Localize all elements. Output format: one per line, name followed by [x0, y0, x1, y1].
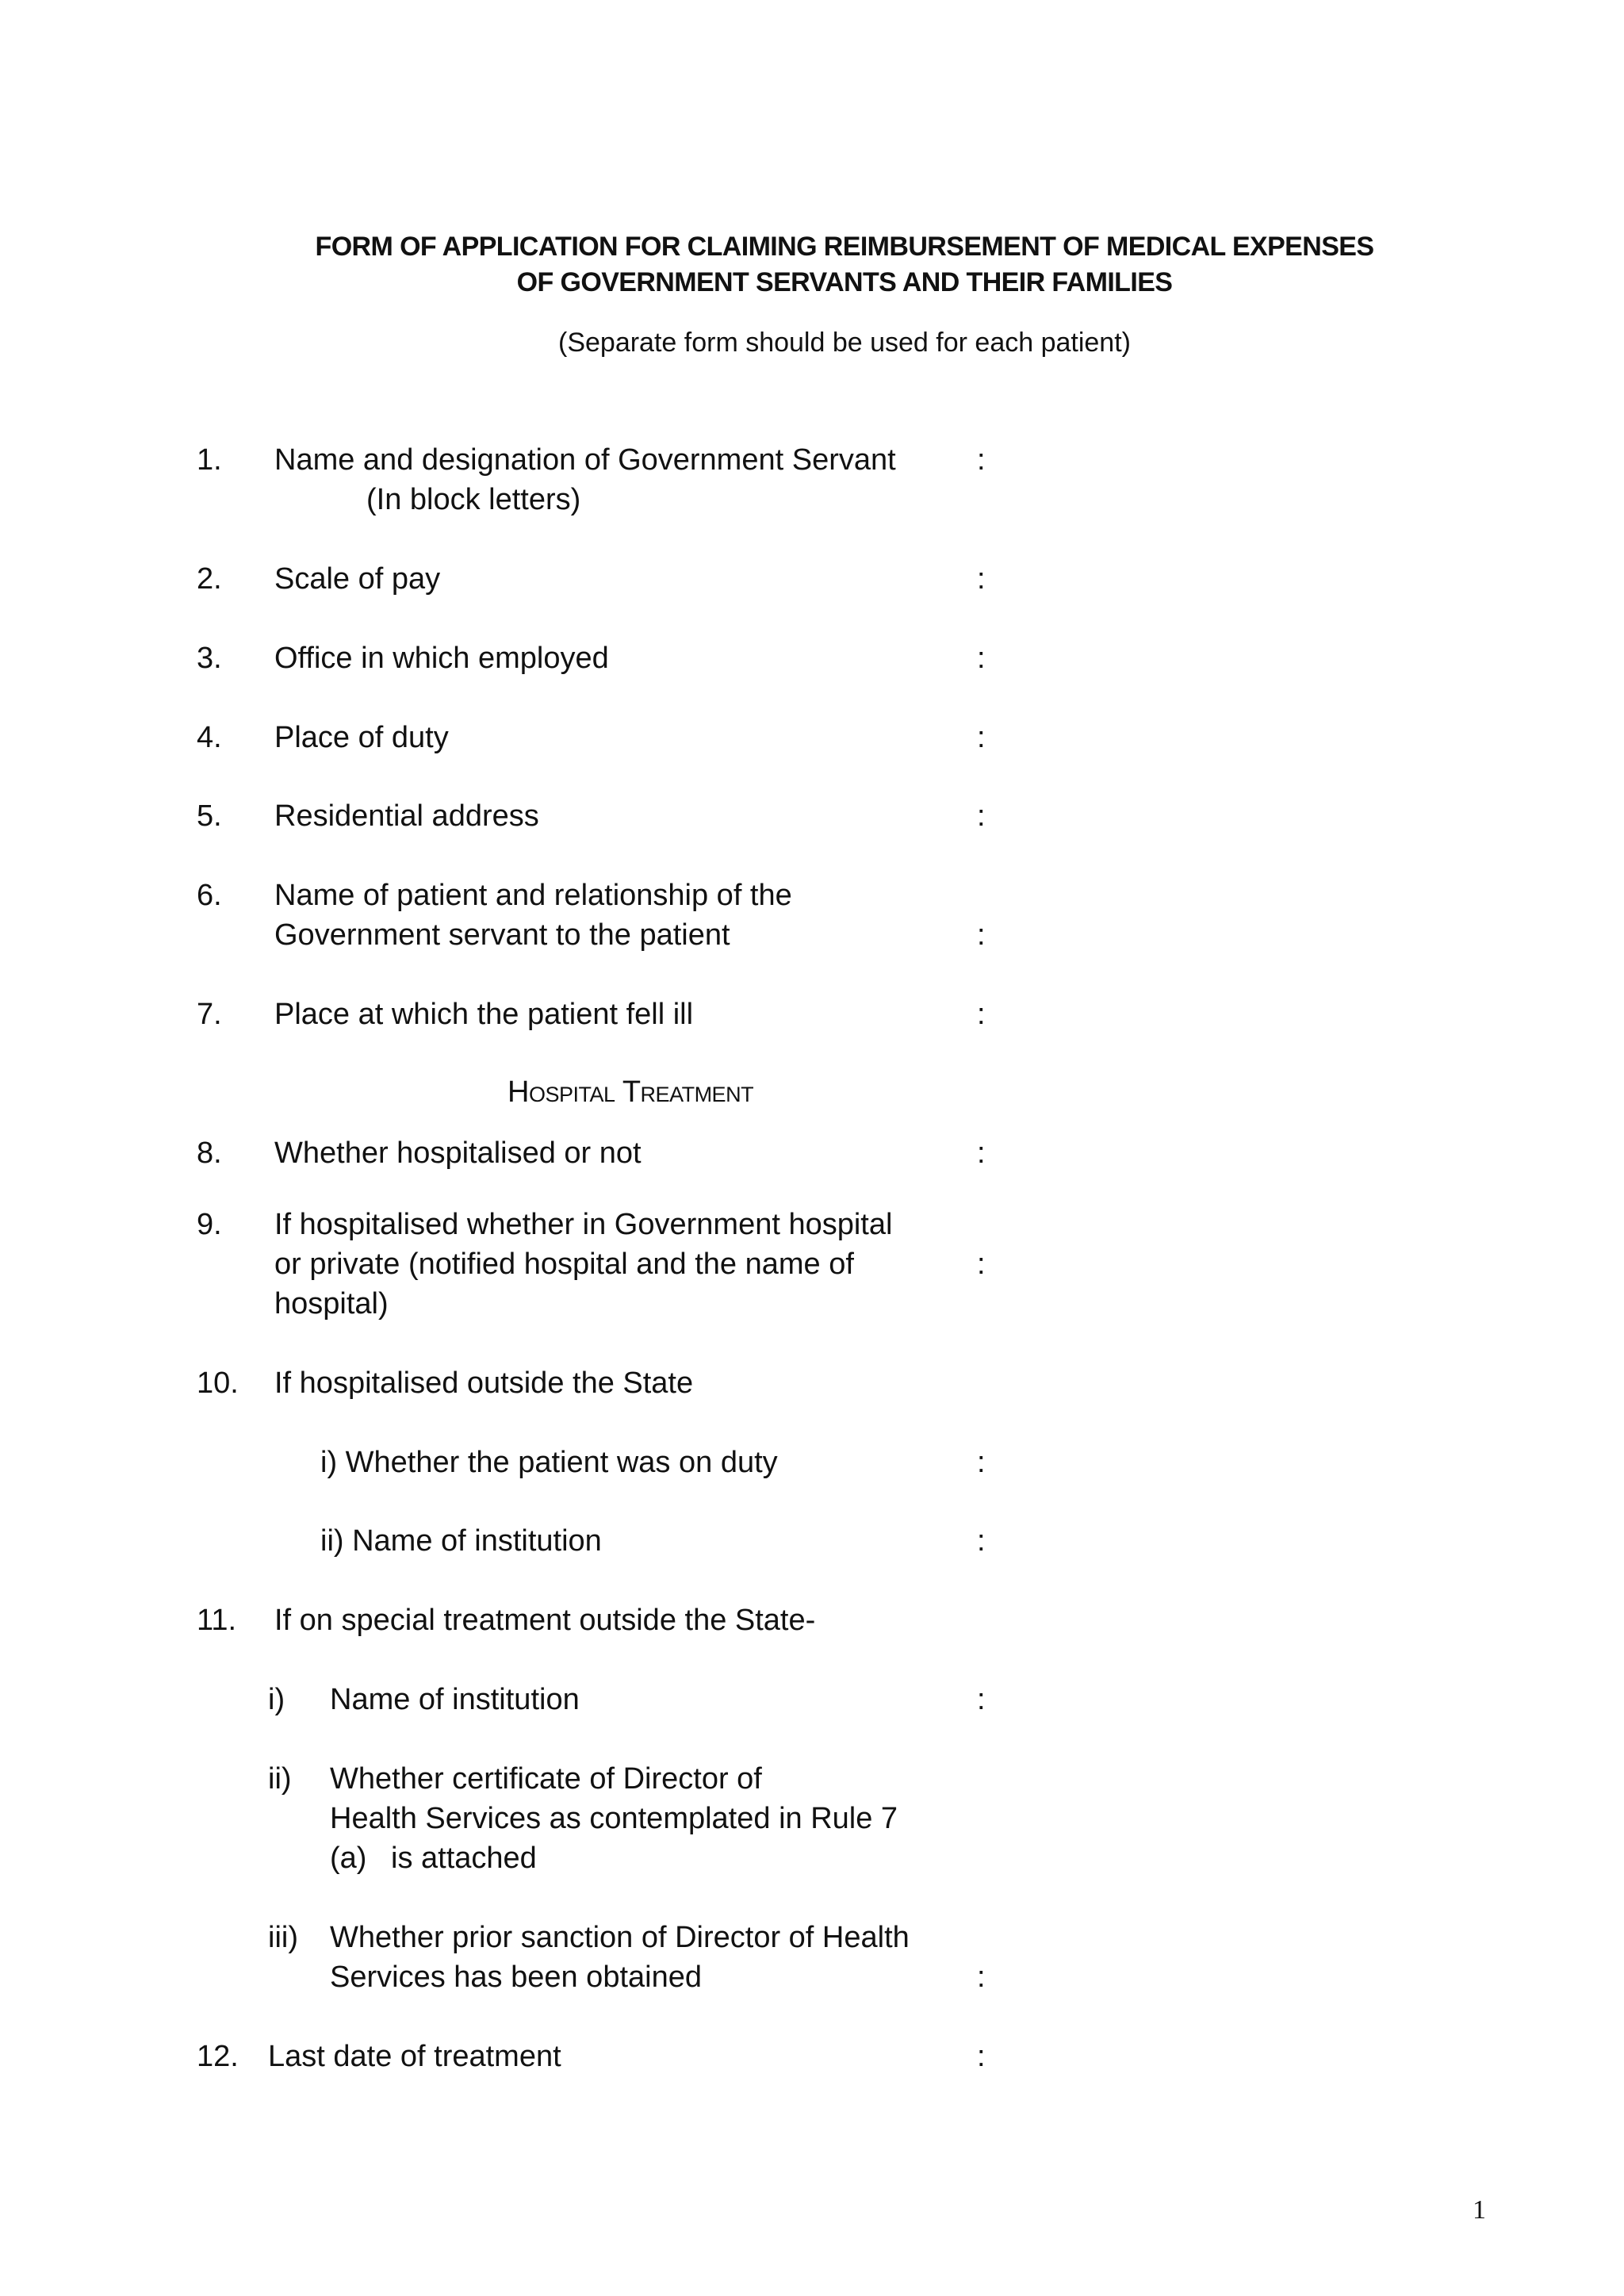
item-8-label: Whether hospitalised or not — [274, 1137, 642, 1170]
item-2-number: 2. — [197, 562, 222, 596]
item-9-colon: : — [977, 1248, 986, 1281]
item-10-sub-i-colon: : — [977, 1446, 986, 1479]
item-9-label-line-2: or private (notified hospital and the name of — [274, 1248, 854, 1281]
item-10-sub-ii: ii) Name of institution — [320, 1524, 602, 1558]
item-11-iii-numeral: iii) — [268, 1921, 298, 1954]
item-8-number: 8. — [197, 1137, 222, 1170]
item-12-number: 12. — [197, 2040, 239, 2073]
item-11-label: If on special treatment outside the State- — [274, 1604, 816, 1637]
item-8-colon: : — [977, 1137, 986, 1170]
item-11-i-colon: : — [977, 1683, 986, 1716]
item-1-label: Name and designation of Government Servant — [274, 443, 896, 477]
item-9-label-line-3: hospital) — [274, 1287, 389, 1320]
page-number: 1 — [1473, 2195, 1486, 2225]
item-7-colon: : — [977, 998, 986, 1031]
item-6-colon: : — [977, 918, 986, 952]
item-10-sub-ii-colon: : — [977, 1524, 986, 1558]
item-11-ii-line-2: Health Services as contemplated in Rule 7 — [330, 1802, 898, 1835]
item-2-colon: : — [977, 562, 986, 596]
form-note: (Separate form should be used for each patient) — [558, 328, 1131, 358]
item-3-colon: : — [977, 642, 986, 675]
item-11-ii-line-1: Whether certificate of Director of — [330, 1762, 762, 1796]
item-4-label: Place of duty — [274, 721, 449, 754]
form-title-line-2: OF GOVERNMENT SERVANTS AND THEIR FAMILIES — [516, 267, 1173, 297]
item-2-label: Scale of pay — [274, 562, 441, 596]
item-3-label: Office in which employed — [274, 642, 609, 675]
item-4-colon: : — [977, 721, 986, 754]
item-6-label-line-2: Government servant to the patient — [274, 918, 730, 952]
item-11-iii-line-1: Whether prior sanction of Director of Health — [330, 1921, 910, 1954]
item-5-label: Residential address — [274, 799, 539, 833]
item-5-number: 5. — [197, 799, 222, 833]
item-10-label: If hospitalised outside the State — [274, 1366, 694, 1400]
item-1-sublabel: (In block letters) — [366, 483, 581, 516]
item-12-colon: : — [977, 2040, 986, 2073]
item-11-i-label: Name of institution — [330, 1683, 580, 1716]
item-11-iii-line-2: Services has been obtained — [330, 1961, 702, 1994]
form-title-line-1: FORM OF APPLICATION FOR CLAIMING REIMBURSEMENT OF MEDICAL EXPENSES — [315, 232, 1374, 262]
section-heading: Hospital Treatment — [508, 1075, 754, 1109]
item-6-number: 6. — [197, 879, 222, 912]
item-7-label: Place at which the patient fell ill — [274, 998, 694, 1031]
item-6-label-line-1: Name of patient and relationship of the — [274, 879, 792, 912]
item-9-label-line-1: If hospitalised whether in Government hospital — [274, 1208, 893, 1241]
item-11-ii-line-3-text: is attached — [391, 1842, 537, 1875]
item-1-colon: : — [977, 443, 986, 477]
item-11-ii-numeral: ii) — [268, 1762, 292, 1796]
item-10-number: 10. — [197, 1366, 239, 1400]
item-12-label: Last date of treatment — [268, 2040, 561, 2073]
item-7-number: 7. — [197, 998, 222, 1031]
item-4-number: 4. — [197, 721, 222, 754]
item-3-number: 3. — [197, 642, 222, 675]
item-10-sub-i: i) Whether the patient was on duty — [320, 1446, 778, 1479]
item-11-ii-line-3-marker: (a) — [330, 1842, 367, 1875]
item-5-colon: : — [977, 799, 986, 833]
item-11-number: 11. — [197, 1604, 237, 1637]
item-1-number: 1. — [197, 443, 222, 477]
item-9-number: 9. — [197, 1208, 222, 1241]
item-11-i-numeral: i) — [268, 1683, 285, 1716]
item-11-iii-colon: : — [977, 1961, 986, 1994]
